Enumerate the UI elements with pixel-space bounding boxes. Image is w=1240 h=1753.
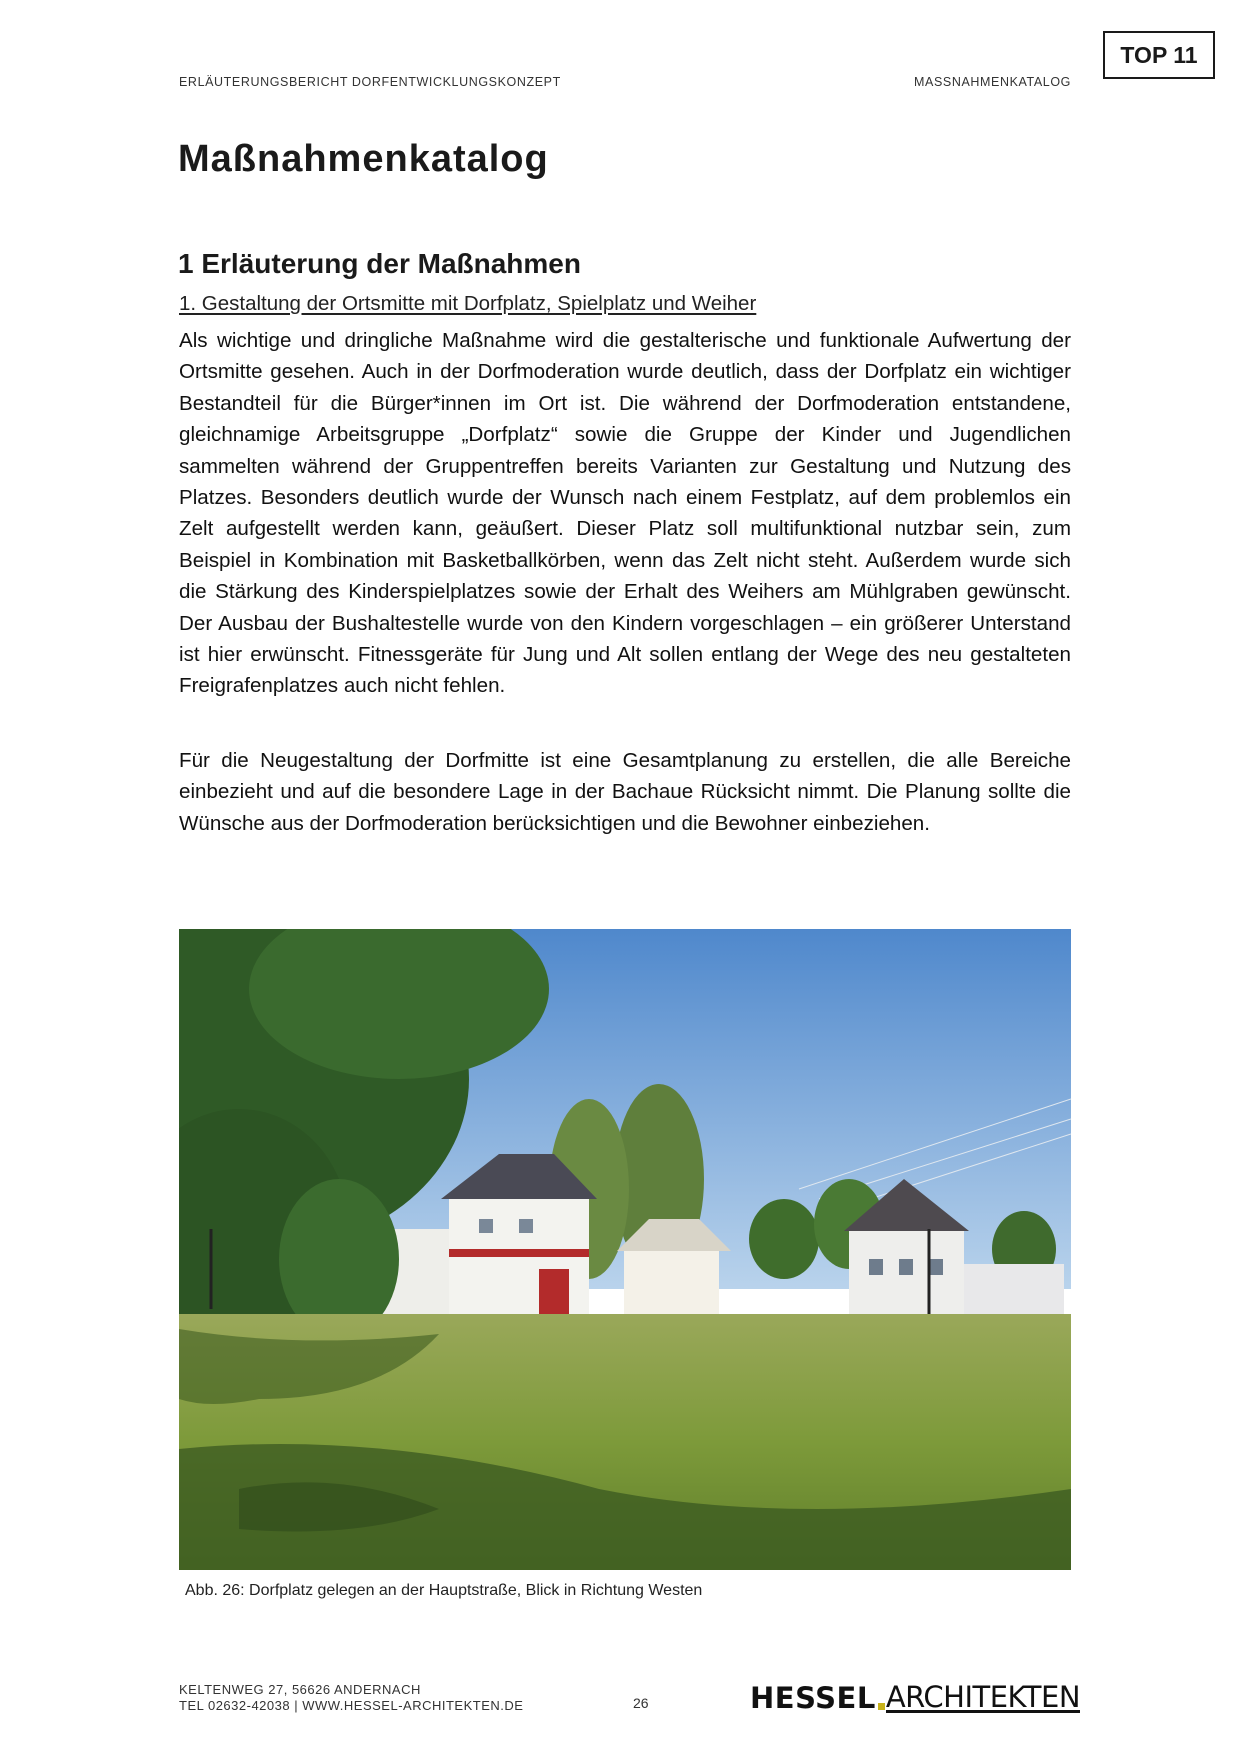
body-paragraph-1: Als wichtige und dringliche Maßnahme wird die gestalterische und funktionale Aufwertung der Ortsmitte gesehen. Auch in der Dorfmoderation wurde deutlich, dass der Dorfplatz ein wichtiger Bestandteil für die Bürger*innen im Ort ist. Die während der Dorfmoderation entstandene, gleichnamige Arbeitsgruppe „Dorfplatz“ sowie die Gruppe der Kinder und Jugendlichen sammelten während der Gruppentreffen bereits Varianten zur Gestaltung und Nutzung des Platzes. Besonders deutlich wurde der Wunsch nach einem Festplatz, auf dem problemlos ein Zelt aufgestellt werden kann, geäußert. Dieser Platz soll multifunktional nutzbar sein, zum Beispiel in Kombination mit Basketballkörben, wenn das Zelt nicht steht. Außerdem wurde sich die Stärkung des Kinderspielplatzes sowie der Erhalt des Weihers am Mühlgraben gewünscht. Der Ausbau der Bushaltestelle wurde von den Kindern vorgeschlagen – ein größerer Unterstand ist hier erwünscht. Fitnessgeräte für Jung und Alt sollen entlang der Wege des neu gestalteten Freigrafenplatzes auch nicht fehlen. <box>179 329 1071 698</box>
figure-caption: Abb. 26: Dorfplatz gelegen an der Hauptstraße, Blick in Richtung Westen <box>185 1582 703 1599</box>
running-header-right: MASSNAHMENKATALOG <box>914 75 1071 89</box>
section-heading: 1 Erläuterung der Maßnahmen <box>178 248 581 279</box>
footer-address <box>179 1682 523 1714</box>
logo-text-hessel: HESSEL <box>750 1681 876 1715</box>
footer-address-line-1: KELTENWEG 27, 56626 ANDERNACH <box>179 1682 421 1697</box>
logo-text-architekten: ARCHITEKTEN <box>885 1679 1081 1714</box>
subsection-heading: 1. Gestaltung der Ortsmitte mit Dorfplatz, Spielplatz und Weiher <box>179 292 757 315</box>
page-number: 26 <box>633 1695 649 1711</box>
village-square-photo <box>179 929 1071 1570</box>
footer-address-line-2: TEL 02632-42038 | WWW.HESSEL-ARCHITEKTEN.DE <box>179 1698 524 1713</box>
running-header-left: ERLÄUTERUNGSBERICHT DORFENTWICKLUNGSKONZEPT <box>179 75 561 89</box>
logo-dot <box>878 1703 885 1710</box>
photo-illustration <box>179 929 1071 1570</box>
page-title: Maßnahmenkatalog <box>178 138 549 180</box>
body-paragraph-2: Für die Neugestaltung der Dorfmitte ist eine Gesamtplanung zu erstellen, die alle Bereiche einbezieht und auf die besondere Lage in der Bachaue Rücksicht nimmt. Die Planung sollte die Wünsche aus der Dorfmoderation berücksichtigen und die Bewohner einbeziehen. <box>179 749 1071 835</box>
hessel-architekten-logo <box>750 1680 1080 1716</box>
top-badge: TOP 11 <box>1103 31 1215 79</box>
